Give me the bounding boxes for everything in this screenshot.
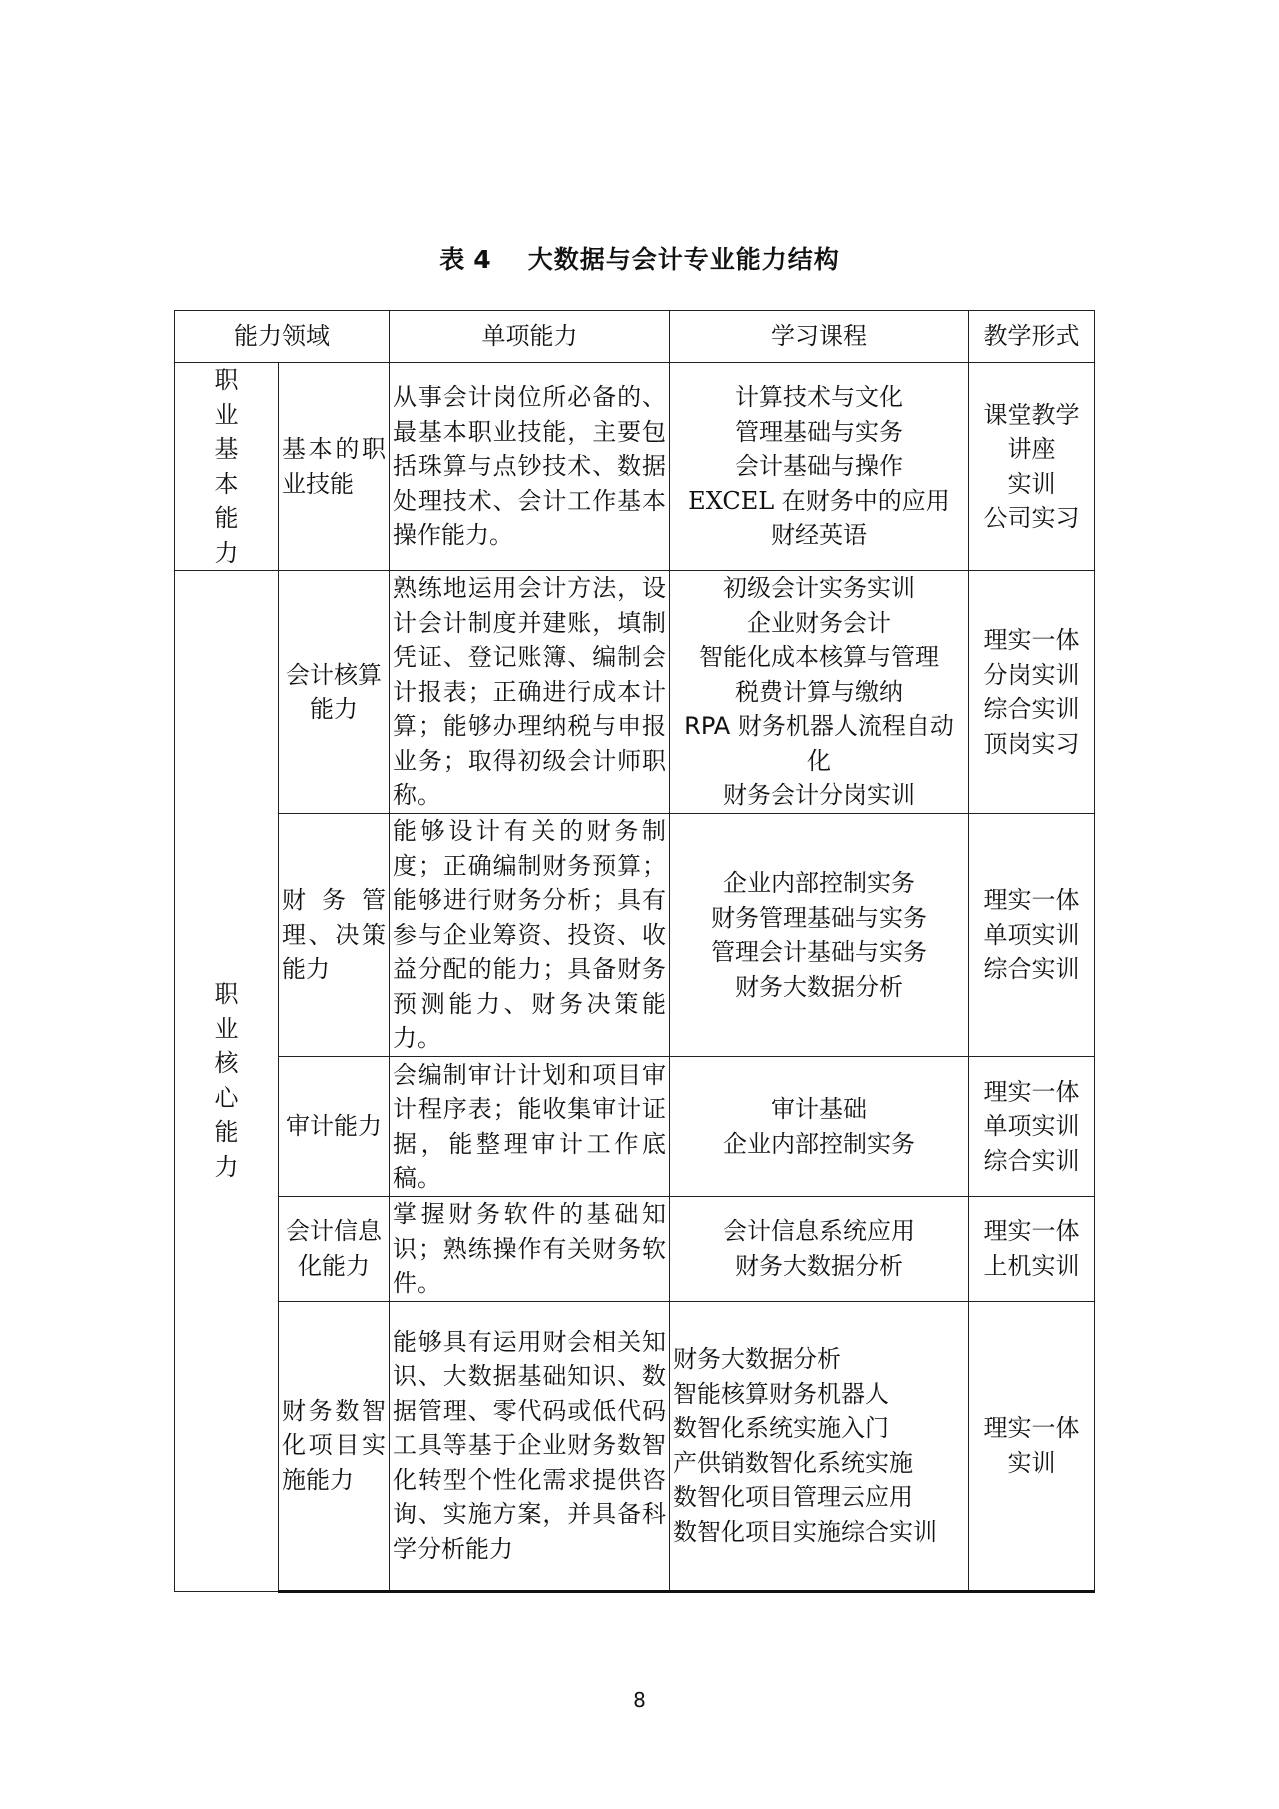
ability-description: 能够具有运用财会相关知识、大数据基础知识、数据管理、零代码或低代码工具等基于企业财务数智化转型个性化需求提供咨询、实施方案，并具备科学分析能力: [390, 1301, 670, 1591]
course-item: 计算技术与文化: [735, 383, 903, 412]
course-item: 财务会计分岗实训: [723, 781, 915, 810]
ability-name: 财 务 管 理、决策能力: [279, 814, 390, 1057]
ability-name: 财务数智化项目实施能力: [279, 1301, 390, 1591]
group-char: 业: [214, 1014, 239, 1043]
group-basic-ability: [175, 363, 279, 571]
course-item: 智能化成本核算与管理: [699, 643, 939, 672]
form-item: 综合实训: [983, 695, 1080, 723]
group-char: 心: [214, 1083, 239, 1112]
group-char: 职: [214, 980, 239, 1009]
course-item: 企业财务会计: [747, 608, 891, 637]
teaching-form-list: [969, 1197, 1095, 1302]
course-item: 数智化系统实施入门: [673, 1414, 889, 1442]
course-list: [670, 1197, 969, 1302]
course-item: 企业内部控制实务: [723, 869, 915, 897]
form-item: 综合实训: [983, 955, 1080, 984]
form-item: 实训: [1007, 469, 1056, 498]
table-number: 4: [473, 245, 492, 274]
form-item: 实训: [1007, 1448, 1056, 1477]
teaching-form-list: [969, 363, 1095, 571]
header-domain: 能力领域: [175, 311, 390, 363]
course-item: 财务大数据分析: [673, 1345, 841, 1373]
ability-name: 会计信息化能力: [279, 1197, 390, 1302]
course-item: 税费计算与缴纳: [735, 677, 903, 706]
group-core-ability: [175, 571, 279, 1592]
group-char: 业: [214, 400, 239, 429]
form-item: 理实一体: [983, 886, 1080, 915]
header-teaching-form: 教学形式: [969, 311, 1095, 363]
ability-description: 掌握财务软件的基础知识；熟练操作有关财务软件。: [390, 1197, 670, 1302]
course-item: RPA 财务机器人流程自动化: [684, 712, 954, 775]
form-item: 理实一体: [983, 626, 1080, 654]
competency-table: [174, 310, 1095, 1593]
form-item: 课堂教学: [983, 400, 1080, 429]
course-list: [670, 571, 969, 814]
course-item: 管理会计基础与实务: [711, 938, 927, 966]
teaching-form-list: [969, 814, 1095, 1057]
form-item: 公司实习: [983, 504, 1080, 532]
ability-name: 会计核算能力: [279, 571, 390, 814]
ability-description: 从事会计岗位所必备的、最基本职业技能，主要包括珠算与点钞技术、数据处理技术、会计工作基本操作能力。: [390, 363, 670, 571]
ability-description: 熟练地运用会计方法，设计会计制度并建账，填制凭证、登记账簿、编制会计报表；正确进行成本计算；能够办理纳税与申报业务；取得初级会计师职称。: [390, 571, 670, 814]
table-row: [175, 814, 1095, 1057]
form-item: 综合实训: [983, 1146, 1080, 1175]
table-row: [175, 363, 1095, 571]
header-row: [175, 311, 1095, 363]
table-label: 表: [439, 245, 466, 274]
course-item: 管理基础与实务: [735, 417, 903, 446]
course-item: 会计信息系统应用: [723, 1217, 915, 1246]
page-number: 8: [633, 1688, 646, 1712]
course-item: 智能核算财务机器人: [673, 1379, 889, 1408]
course-item: 财务大数据分析: [735, 1251, 903, 1280]
teaching-form-list: [969, 571, 1095, 814]
table-row: [175, 571, 1095, 814]
table-title: [0, 240, 1279, 276]
form-item: 理实一体: [983, 1077, 1080, 1106]
form-item: 理实一体: [983, 1414, 1080, 1442]
course-item: 财务大数据分析: [735, 972, 903, 1001]
course-item: 财务管理基础与实务: [711, 903, 927, 932]
form-item: 上机实训: [983, 1251, 1080, 1280]
course-item: 数智化项目管理云应用: [673, 1483, 913, 1511]
header-single-ability: 单项能力: [390, 311, 670, 363]
course-item: 企业内部控制实务: [723, 1129, 915, 1158]
course-list: [670, 1301, 969, 1591]
course-item: 产供销数智化系统实施: [673, 1448, 913, 1477]
form-item: 理实一体: [983, 1217, 1080, 1246]
group-char: 本: [214, 469, 239, 498]
form-item: 单项实训: [983, 1112, 1080, 1141]
group-char: 职: [214, 366, 239, 394]
course-list: [670, 363, 969, 571]
ability-description: 会编制审计计划和项目审计程序表；能收集审计证据，能整理审计工作底稿。: [390, 1057, 670, 1197]
ability-name: 基本的职业技能: [279, 363, 390, 571]
header-courses: 学习课程: [670, 311, 969, 363]
form-item: 分岗实训: [983, 660, 1080, 689]
table-row: [175, 1301, 1095, 1591]
ability-description: 能够设计有关的财务制度；正确编制财务预算；能够进行财务分析；具有参与企业筹资、投资、收益分配的能力；具备财务预测能力、财务决策能力。: [390, 814, 670, 1057]
form-item: 单项实训: [983, 920, 1080, 949]
group-char: 基: [214, 435, 239, 463]
teaching-form-list: [969, 1301, 1095, 1591]
table-caption: 大数据与会计专业能力结构: [527, 245, 840, 274]
group-char: 核: [214, 1049, 239, 1078]
form-item: 顶岗实习: [983, 729, 1080, 758]
group-char: 力: [214, 1152, 239, 1181]
group-char: 力: [214, 538, 239, 567]
table-row: [175, 1197, 1095, 1302]
course-item: 会计基础与操作: [735, 452, 903, 481]
ability-name: 审计能力: [279, 1057, 390, 1197]
course-item: EXCEL 在财务中的应用: [688, 486, 950, 515]
teaching-form-list: [969, 1057, 1095, 1197]
group-char: 能: [214, 1118, 239, 1147]
course-item: 初级会计实务实训: [723, 574, 915, 603]
course-item: 数智化项目实施综合实训: [673, 1517, 937, 1546]
form-item: 讲座: [1007, 435, 1056, 463]
group-char: 能: [214, 504, 239, 532]
course-list: [670, 814, 969, 1057]
course-item: 审计基础: [771, 1095, 867, 1123]
table-row: [175, 1057, 1095, 1197]
course-list: [670, 1057, 969, 1197]
course-item: 财经英语: [771, 521, 867, 550]
